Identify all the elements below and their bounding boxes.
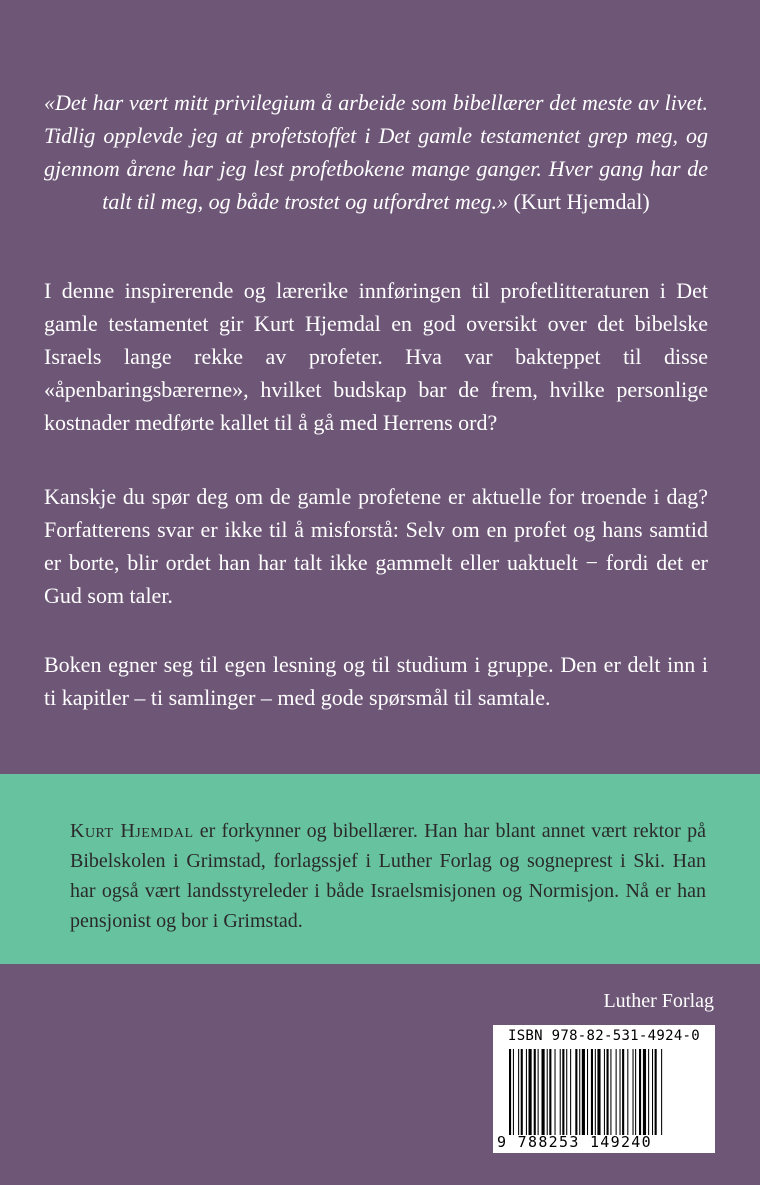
description-paragraph-3: Boken egner seg til egen lesning og til studium i gruppe. Den er delt inn i ti kapitler – ti samlinger – med gode spørsmål til samtale.	[44, 652, 708, 710]
barcode-bar	[587, 1049, 588, 1135]
barcode-bar	[655, 1049, 657, 1135]
barcode-bar	[579, 1049, 580, 1135]
barcode-bar	[639, 1049, 641, 1135]
barcode-bar	[509, 1049, 511, 1135]
barcode-bar	[555, 1049, 556, 1135]
barcode-bar	[661, 1049, 662, 1135]
barcode-bar	[616, 1049, 617, 1135]
barcode-bar	[610, 1049, 611, 1135]
barcode-bar	[547, 1049, 548, 1135]
barcode-bar	[560, 1049, 561, 1135]
barcode-bar	[570, 1049, 571, 1135]
barcode-digits: 9 788253 149240	[497, 1133, 652, 1151]
barcode-bar	[604, 1049, 605, 1135]
isbn-text: ISBN 978-82-531-4924-0	[507, 1028, 701, 1044]
barcode-bar	[526, 1049, 527, 1135]
barcode-bar	[518, 1049, 519, 1135]
barcode-bar	[595, 1049, 596, 1135]
barcode-bar	[643, 1049, 646, 1135]
barcode-bar	[582, 1049, 585, 1135]
quote-text: «Det har vært mitt privilegium å arbeide som bibellærer det meste av livet. Tidlig opplevde jeg at profetstoffet i Det gamle testamentet grep meg, og gjennom årene har jeg lest profetbokene mange ganger. Hver gang har de talt til meg, og både trostet og utfordret meg.»	[44, 90, 708, 214]
barcode-bar	[652, 1049, 653, 1135]
barcode-bar	[607, 1049, 609, 1135]
barcode-bar	[622, 1049, 624, 1135]
barcode-bar	[529, 1049, 532, 1135]
author-bio-text: er forkynner og bibellærer. Han har blant annet vært rektor på Bibelskolen i Grimstad, forlagssjef i Luther Forlag og sogneprest i Ski. Han har også vært landsstyreleder i både Israelsmisjonen og Normisjon. Nå er han pensjonist og bor i Grimstad.	[70, 820, 706, 932]
author-bio-band	[0, 774, 760, 964]
barcode-bar	[591, 1049, 593, 1135]
barcode-bar	[562, 1049, 564, 1135]
author-name: Kurt Hjemdal	[70, 820, 194, 842]
barcode-bars	[509, 1049, 709, 1135]
barcode-bar	[549, 1049, 551, 1135]
quote-attribution: (Kurt Hjemdal)	[513, 189, 650, 214]
description-paragraph-2: Kanskje du spør deg om de gamle profetene er aktuelle for troende i dag? Forfatterens svar er ikke til å misforstå: Selv om en profet og hans samtid er borte, blir ordet han har talt ikke gammelt eller uaktuelt − fordi det er Gud som taler.	[44, 484, 708, 608]
barcode-bar	[534, 1049, 536, 1135]
publisher-name: Luther Forlag	[603, 990, 714, 1012]
barcode-bar	[597, 1049, 600, 1135]
back-cover-quote	[44, 86, 708, 218]
barcode-bar	[633, 1049, 634, 1135]
barcode-bar	[513, 1049, 514, 1135]
barcode-bar	[627, 1049, 628, 1135]
description-paragraph-1: I denne inspirerende og lærerike innføringen til profetlitteraturen i Det gamle testamentet gir Kurt Hjemdal en god oversikt over det bibelske Israels lange rekke av profeter. Hva var bakteppet til disse «åpenbaringsbærerne», hvilket budskap bar de frem, hvilke personlige kostnader medførte kallet til å gå med Herrens ord?	[44, 278, 708, 435]
barcode-bar	[648, 1049, 649, 1135]
barcode-bar	[620, 1049, 621, 1135]
barcode-bar	[542, 1049, 545, 1135]
isbn-barcode	[493, 1025, 715, 1153]
barcode-bar	[538, 1049, 539, 1135]
author-bio	[70, 816, 706, 936]
barcode-bar	[575, 1049, 577, 1135]
barcode-bar	[566, 1049, 567, 1135]
barcode-bar	[521, 1049, 523, 1135]
barcode-bar	[635, 1049, 636, 1135]
